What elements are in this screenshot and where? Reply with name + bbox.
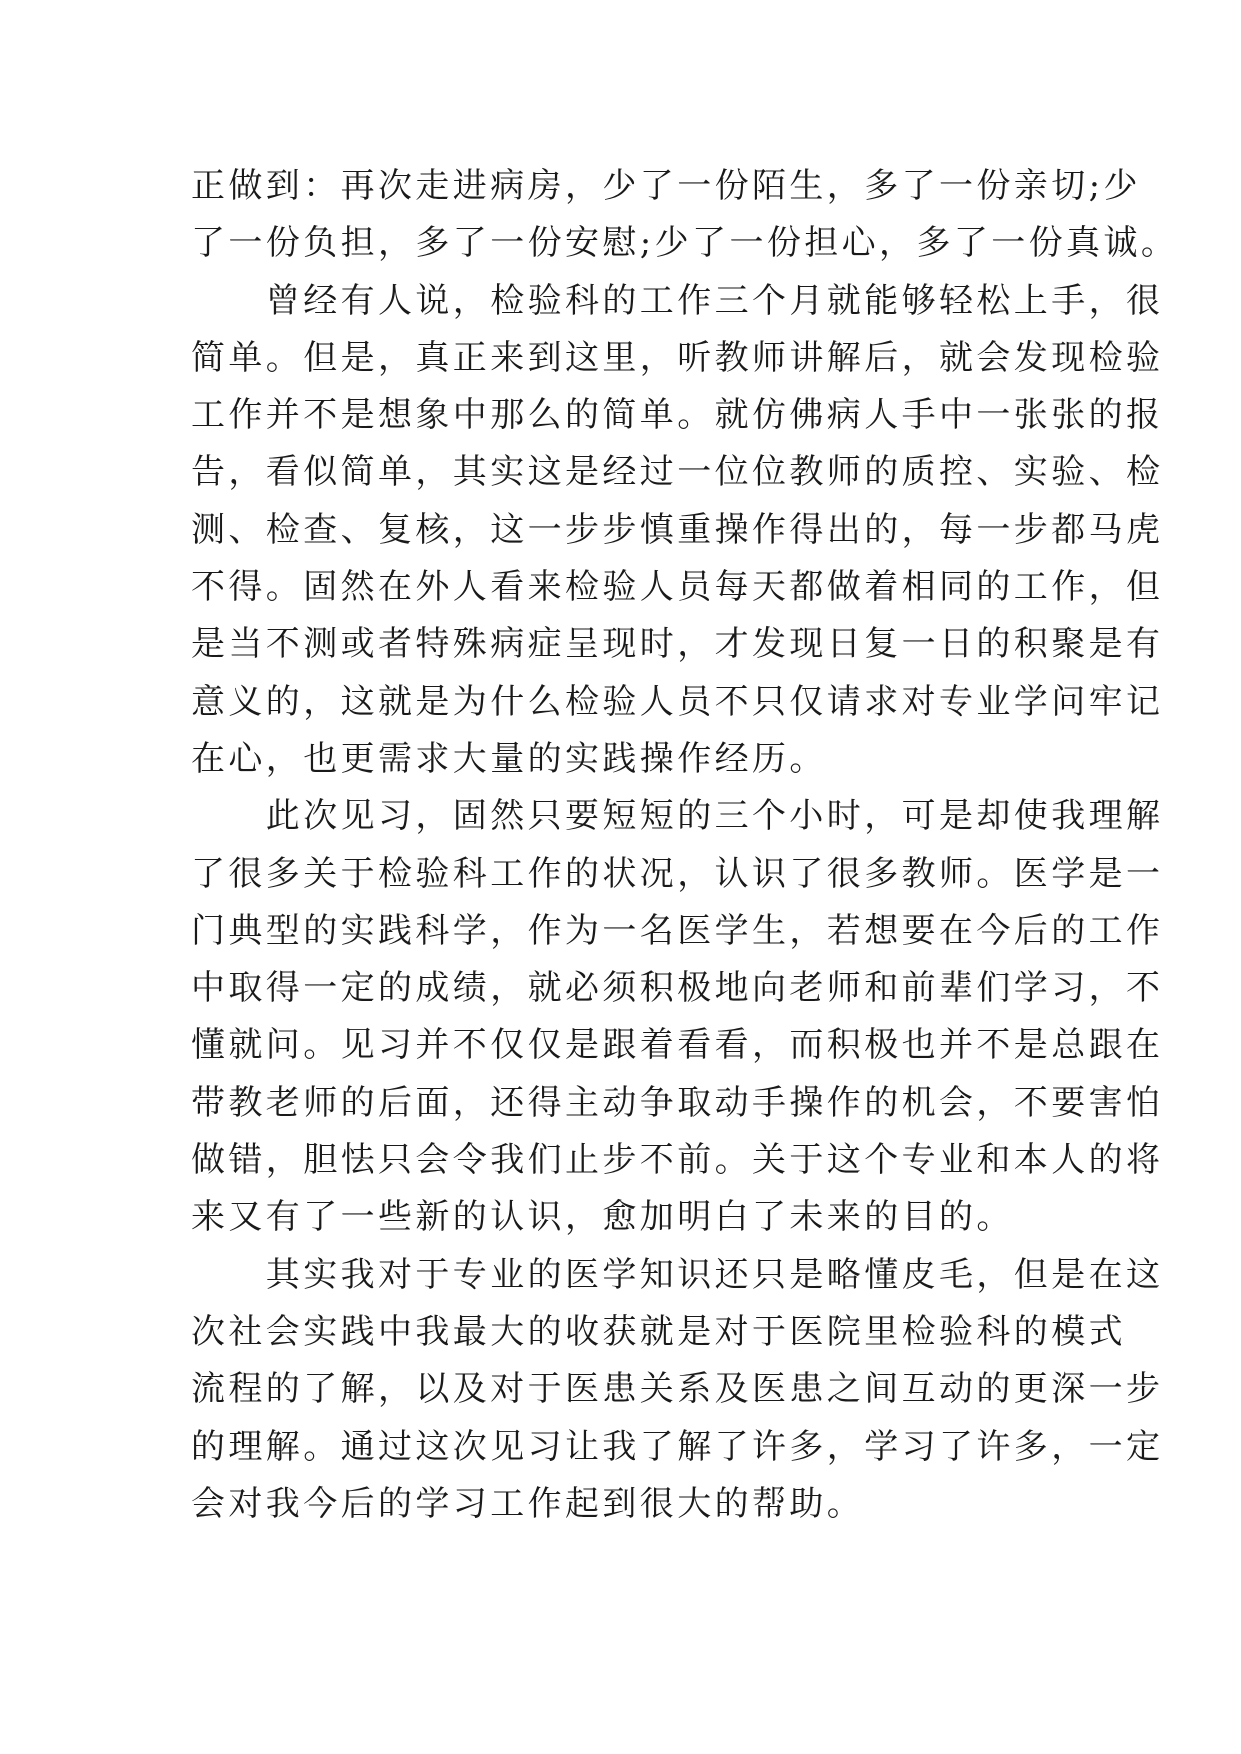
text-line: 此次见习，固然只要短短的三个小时，可是却使我理解 bbox=[191, 796, 1164, 837]
text-line: 懂就问。见习并不仅仅是跟着看看，而积极也并不是总跟在 bbox=[191, 1025, 1164, 1066]
text-line: 了很多关于检验科工作的状况，认识了很多教师。医学是一 bbox=[191, 853, 1164, 894]
text-line: 的理解。通过这次见习让我了解了许多，学习了许多，一定 bbox=[191, 1426, 1164, 1467]
text-line: 不得。固然在外人看来检验人员每天都做着相同的工作，但 bbox=[191, 567, 1164, 608]
text-line: 门典型的实践科学，作为一名医学生，若想要在今后的工作 bbox=[191, 910, 1164, 951]
text-line: 测、检查、复核，这一步步慎重操作得出的，每一步都马虎 bbox=[191, 509, 1164, 550]
text-line: 是当不测或者特殊病症呈现时，才发现日复一日的积聚是有 bbox=[191, 624, 1164, 665]
text-line: 告，看似简单，其实这是经过一位位教师的质控、实验、检 bbox=[191, 452, 1164, 493]
text-line: 了一份负担，多了一份安慰;少了一份担心，多了一份真诚。 bbox=[191, 223, 1179, 264]
text-line: 来又有了一些新的认识，愈加明白了未来的目的。 bbox=[191, 1197, 1014, 1238]
text-line: 次社会实践中我最大的收获就是对于医院里检验科的模式 bbox=[191, 1311, 1126, 1352]
text-line: 意义的，这就是为什么检验人员不只仅请求对专业学问牢记 bbox=[191, 681, 1164, 722]
text-line: 其实我对于专业的医学知识还只是略懂皮毛，但是在这 bbox=[191, 1254, 1164, 1295]
text-line: 会对我今后的学习工作起到很大的帮助。 bbox=[191, 1483, 865, 1524]
text-line: 曾经有人说，检验科的工作三个月就能够轻松上手，很 bbox=[191, 280, 1164, 321]
text-line: 中取得一定的成绩，就必须积极地向老师和前辈们学习，不 bbox=[191, 968, 1164, 1009]
text-line: 正做到：再次走进病房，少了一份陌生，多了一份亲切;少 bbox=[191, 166, 1141, 206]
text-line: 做错，胆怯只会令我们止步不前。关于这个专业和本人的将 bbox=[191, 1140, 1164, 1181]
text-line: 工作并不是想象中那么的简单。就仿佛病人手中一张张的报 bbox=[191, 395, 1164, 436]
text-line: 简单。但是，真正来到这里，听教师讲解后，就会发现检验 bbox=[191, 337, 1164, 378]
body-text bbox=[191, 158, 1179, 1533]
text-line: 带教老师的后面，还得主动争取动手操作的机会，不要害怕 bbox=[191, 1082, 1164, 1123]
text-line: 在心，也更需求大量的实践操作经历。 bbox=[191, 738, 827, 779]
text-line: 流程的了解，以及对于医患关系及医患之间互动的更深一步 bbox=[191, 1369, 1164, 1410]
